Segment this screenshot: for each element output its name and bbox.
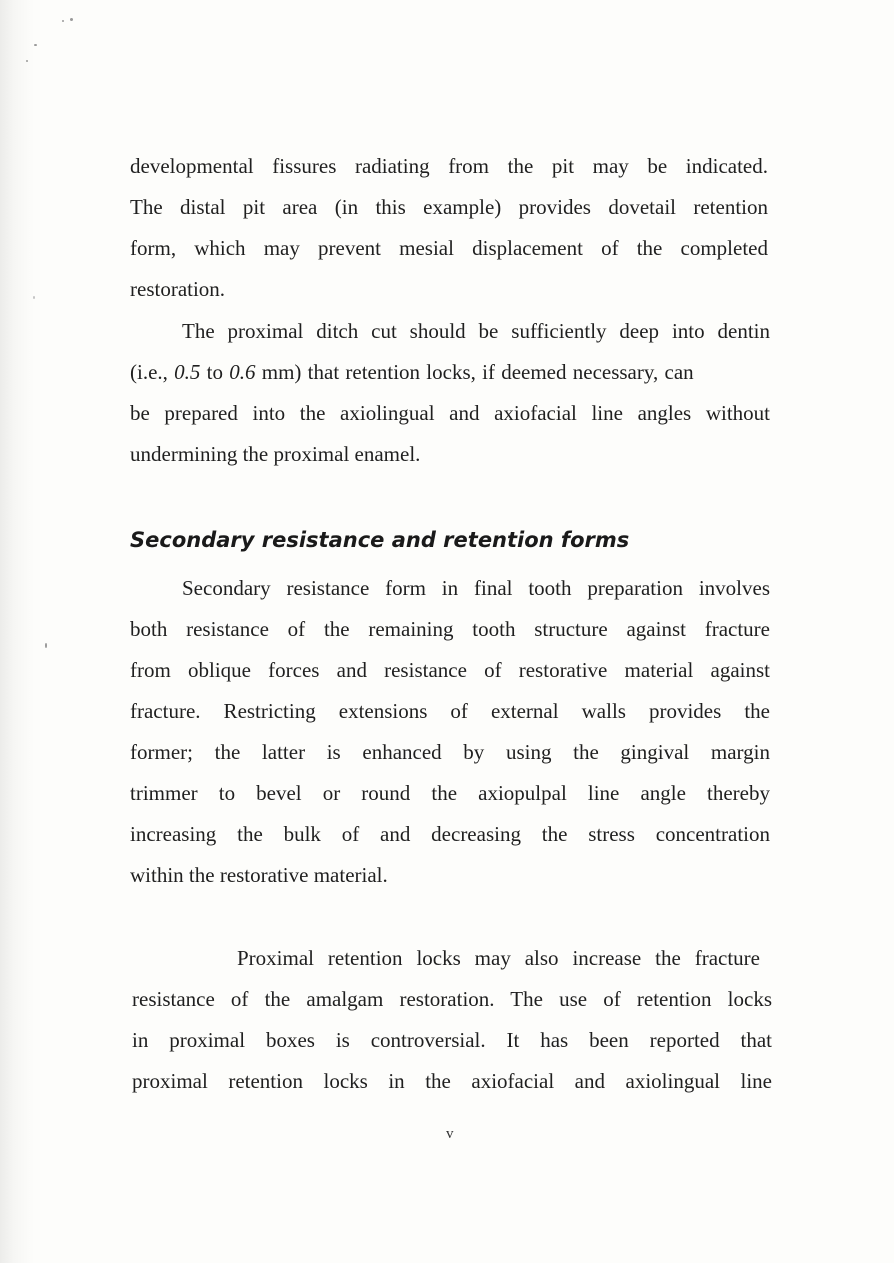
- para4-line: in proximal boxes is controversial. It has been reported that: [132, 1028, 772, 1052]
- scan-speck: [45, 643, 47, 648]
- para3-line: Secondary resistance form in final tooth preparation involves: [182, 576, 770, 600]
- para3-line: former; the latter is enhanced by using the gingival margin: [130, 740, 770, 764]
- measurement-max: 0.6: [229, 360, 256, 384]
- section-heading: Secondary resistance and retention forms: [130, 528, 630, 552]
- para4-line: resistance of the amalgam restoration. The use of retention locks: [132, 987, 772, 1011]
- para1-line: restoration.: [130, 277, 226, 301]
- scan-speck: [26, 60, 28, 62]
- para4-line: Proximal retention locks may also increase the fracture: [237, 946, 760, 970]
- para4-line: proximal retention locks in the axiofacial and axiolingual line: [132, 1069, 772, 1093]
- page-number: v: [446, 1126, 454, 1142]
- para3-line: increasing the bulk of and decreasing the stress concentration: [130, 822, 770, 846]
- para1-line: form, which may prevent mesial displacement of the completed: [130, 236, 768, 260]
- para3-line: from oblique forces and resistance of restorative material against: [130, 658, 770, 682]
- para3-line: both resistance of the remaining tooth structure against fracture: [130, 617, 770, 641]
- scan-speck: [62, 20, 64, 22]
- scan-speck: [33, 296, 35, 299]
- para2-line: undermining the proximal enamel.: [130, 442, 421, 466]
- para2-line-with-measurements: [130, 352, 770, 393]
- para2-text: mm) that retention locks, if deemed necessary, can: [255, 360, 694, 384]
- para3-line: trimmer to bevel or round the axiopulpal line angle thereby: [130, 781, 770, 805]
- para2-line: be prepared into the axiolingual and axiofacial line angles without: [130, 401, 770, 425]
- para3-line: fracture. Restricting extensions of external walls provides the: [130, 699, 770, 723]
- scan-speck: [70, 18, 73, 21]
- para1-line: The distal pit area (in this example) provides dovetail retention: [130, 195, 768, 219]
- para2-text: to: [200, 360, 230, 384]
- measurement-min: 0.5: [174, 360, 201, 384]
- para2-line: The proximal ditch cut should be sufficiently deep into dentin: [182, 319, 770, 343]
- para3-line: within the restorative material.: [130, 863, 388, 887]
- para1-line: developmental fissures radiating from the pit may be indicated.: [130, 154, 768, 178]
- para2-text: (i.e.,: [130, 360, 175, 384]
- scan-speck: [34, 44, 37, 46]
